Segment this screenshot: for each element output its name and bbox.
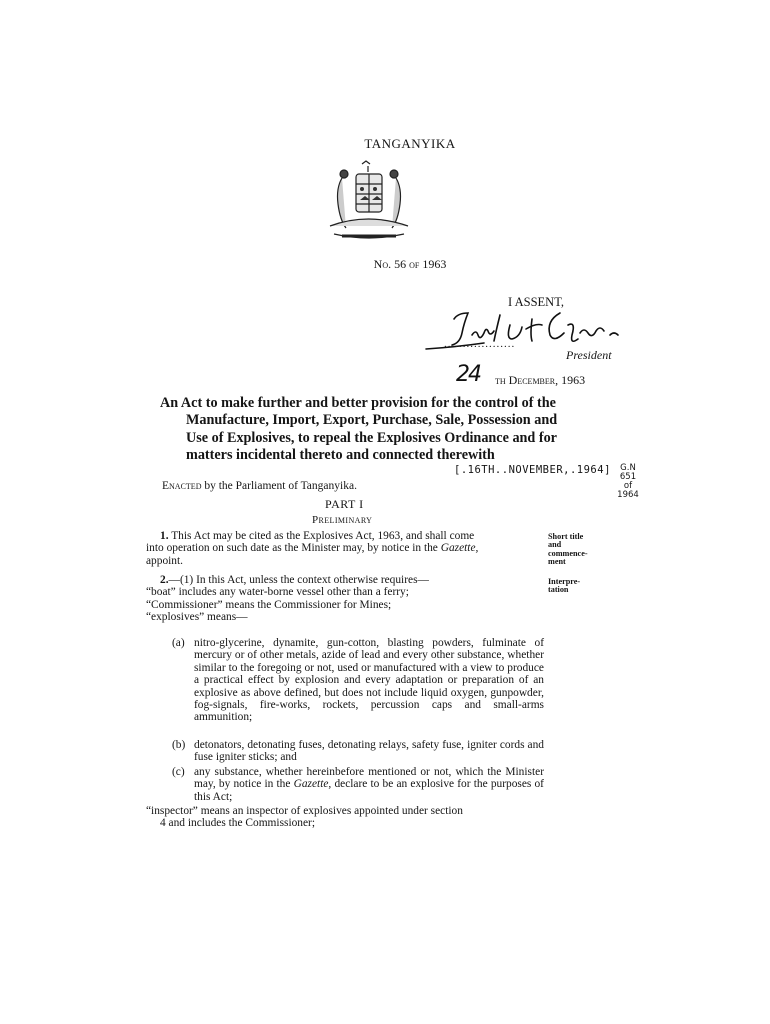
item-text: any substance, whether hereinbefore mentioned or not, which the Minister may, by notice in the bbox=[194, 766, 544, 791]
section-text: This Act may be cited as the Explosives Act, 1963, and shall come bbox=[168, 530, 475, 542]
act-number-value: 56 bbox=[394, 257, 407, 271]
item-label: (a) bbox=[172, 637, 185, 649]
signature-dots: ................... bbox=[444, 338, 516, 350]
definition-boat: “boat” includes any water-borne vessel other than a ferry; bbox=[146, 586, 409, 599]
gn-line: 1964 bbox=[617, 490, 639, 500]
item-text: declare to be an explosive for the purposes of this Act; bbox=[194, 778, 544, 803]
enacted-word: Enacted bbox=[162, 480, 202, 492]
country-heading: TANGANYIKA bbox=[364, 136, 456, 151]
definition-inspector-line: 4 and includes the Commissioner; bbox=[160, 817, 316, 830]
assent-date bbox=[456, 362, 616, 394]
part-heading: PART I bbox=[325, 497, 364, 511]
gazette-word: Gazette, bbox=[293, 778, 332, 791]
section-2 bbox=[146, 574, 548, 624]
section-number: 2. bbox=[160, 574, 169, 586]
gn-line: of bbox=[623, 481, 633, 491]
assent-date-handwritten: 24 bbox=[456, 362, 480, 387]
item-label: (c) bbox=[172, 766, 185, 778]
coat-of-arms-icon bbox=[322, 160, 416, 242]
commencement-date-handwritten: [.16TH..NOVEMBER,.1964] bbox=[454, 464, 611, 476]
section-text: —(1) In this Act, unless the context otherwise requires— bbox=[168, 574, 429, 586]
act-number-year: 1963 bbox=[422, 257, 447, 271]
gazette-word: Gazette, bbox=[440, 542, 479, 555]
section-1 bbox=[146, 530, 548, 567]
definition-item-a bbox=[172, 637, 544, 724]
president-title: President bbox=[566, 348, 612, 362]
part-subheading: Preliminary bbox=[312, 514, 373, 526]
enacted-rest: by the Parliament of Tanganyika. bbox=[201, 480, 357, 492]
gazette-notice-margin bbox=[614, 464, 642, 500]
item-text: nitro-glycerine, dynamite, gun-cotton, blasting powders, fulminate of mercury or of other metals, azide of lead and every other substance, whether similar to the foregoing or not, used or manufactured with a view to produce a practical effect by explosion and every adaptation or preparation of an explosive as above defined, but does not include liquid oxygen, gunpowder, fog-signals, fire-works, rockets, percussion caps and small-arms ammunition; bbox=[194, 637, 544, 724]
definition-explosives: “explosives” means— bbox=[146, 611, 248, 624]
long-title-line: An Act to make further and better provision for the control of the bbox=[160, 395, 556, 411]
gn-line: G.N bbox=[620, 463, 636, 473]
section-number: 1. bbox=[160, 530, 169, 542]
long-title-line: matters incidental thereto and connected therewith bbox=[186, 447, 495, 464]
margin-note-short-title: Short title and commence-ment bbox=[548, 532, 588, 567]
definition-item-c bbox=[172, 766, 544, 803]
section-text: appoint. bbox=[146, 554, 184, 567]
definition-commissioner: “Commissioner” means the Commissioner for Mines; bbox=[146, 598, 392, 611]
act-number bbox=[0, 257, 770, 272]
item-label: (b) bbox=[172, 739, 186, 751]
item-text: detonators, detonating fuses, detonating relays, safety fuse, igniter cords and fuse igniter sticks; and bbox=[194, 739, 544, 764]
assent-date-text: th December, 1963 bbox=[495, 373, 586, 387]
long-title-line: Use of Explosives, to repeal the Explosives Ordinance and for bbox=[186, 429, 557, 446]
definition-inspector-line: “inspector” means an inspector of explosives appointed under section bbox=[146, 805, 463, 817]
definition-inspector bbox=[146, 805, 548, 830]
enacting-clause bbox=[162, 480, 357, 492]
act-number-label: No. bbox=[373, 257, 392, 271]
section-text: into operation on such date as the Minister may, by notice in the bbox=[146, 542, 441, 555]
margin-note-interpretation: Interpre-tation bbox=[548, 577, 581, 595]
long-title bbox=[160, 395, 618, 465]
definition-item-b bbox=[172, 739, 544, 764]
long-title-line: Manufacture, Import, Export, Purchase, Sale, Possession and bbox=[186, 412, 558, 429]
assent-label: I ASSENT, bbox=[508, 295, 565, 309]
act-number-of: of bbox=[409, 257, 420, 271]
gn-line: 651 bbox=[619, 472, 637, 482]
